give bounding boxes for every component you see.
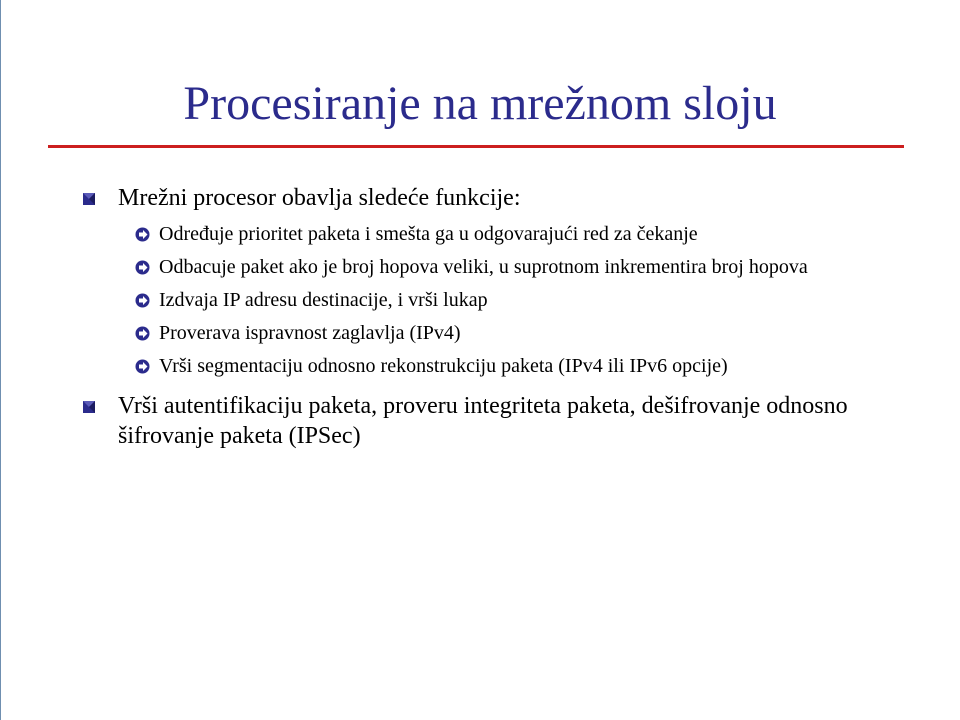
arrow-right-icon [135, 359, 150, 374]
sub-bullet-item [80, 222, 920, 247]
bullet-item [80, 183, 920, 213]
slide-content [80, 183, 920, 451]
sub-bullet-item [80, 354, 920, 379]
bullet-text: Vrši autentifikaciju paketa, proveru integriteta paketa, dešifrovanje odnosno šifrovanje paketa (IPSec) [118, 393, 848, 449]
sub-bullet-item [80, 321, 920, 346]
diamond-bullet-icon [82, 400, 96, 414]
diamond-bullet-icon [82, 192, 96, 206]
arrow-right-icon [135, 293, 150, 308]
arrow-right-icon [135, 227, 150, 242]
sub-bullet-text: Određuje prioritet paketa i smešta ga u odgovarajući red za čekanje [159, 223, 698, 245]
sub-bullet-item [80, 288, 920, 313]
sub-bullet-text: Odbacuje paket ako je broj hopova veliki, u suprotnom inkrementira broj hopova [159, 256, 808, 278]
arrow-right-icon [135, 326, 150, 341]
title-underline-rule [48, 145, 904, 148]
arrow-right-icon [135, 260, 150, 275]
bullet-item [80, 391, 920, 451]
sub-bullet-text: Proverava ispravnost zaglavlja (IPv4) [159, 322, 461, 344]
slide-title: Procesiranje na mrežnom sloju [183, 77, 777, 130]
sub-bullet-text: Izdvaja IP adresu destinacije, i vrši lukap [159, 289, 488, 311]
bullet-text: Mrežni procesor obavlja sledeće funkcije: [118, 185, 521, 211]
sub-bullet-item [80, 255, 920, 280]
sub-bullet-text: Vrši segmentaciju odnosno rekonstrukciju paketa (IPv4 ili IPv6 opcije) [159, 355, 728, 377]
